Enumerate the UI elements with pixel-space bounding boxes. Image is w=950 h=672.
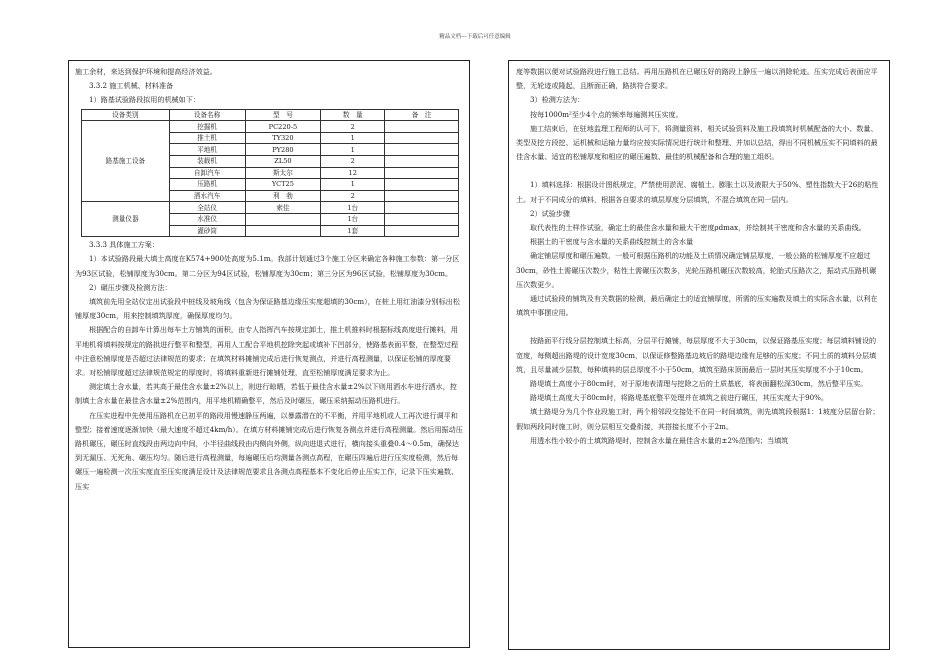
model-cell: TY320 [245, 132, 321, 144]
quantity-cell: 1 [321, 132, 385, 144]
paragraph: 取代表性的土样作试验，确定土的最佳含水量和最大干密度ρdmax，并绘制其干密度和含水量的关系曲线。 [530, 223, 866, 233]
paragraph: 用透水性小较小的土填筑路堤时，控制含水量在最佳含水量的±2%范围内；当填筑 [530, 435, 789, 445]
equipment-name-cell: 洒水汽车 [169, 190, 245, 202]
note-cell [385, 190, 459, 202]
paragraph: 1）填料选择：根据设计图纸规定，严禁使用淤泥、腐植土、膨胀土以及液限大于50%、塑性指数大于26的粘性土。对于不同成分的填料，根据各自要求的填层厚度分层填筑，不混合填筑在同一层内。 [516, 180, 879, 204]
table-header-row [82, 109, 459, 121]
intro-line: 施工余材，来达到保护环境和提高经济效益。 [75, 67, 217, 76]
machinery-list-intro: 1）路基试验路段拟用的机械如下： [89, 95, 200, 105]
paragraph: 度等数据以便对试验路段进行施工总结。再用压路机在已碾压好的路段上静压一遍以消除轮迹。压实完成后表面应平整，无轮迹或隆起，且断面正确，路拱符合要求。 [516, 67, 878, 91]
paragraph-subheading: 2）碾压步骤及检测方法： [89, 282, 172, 292]
paragraph: 施工结束后，在驻地监理工程师的认可下，将测量资料，相关试验资料及施工段填筑时机械配备的大小、数量、类型及挖方段挖、运机械和运输力量均应按实际情况进行统计和整理、并加以总结，得出不同机械压实不同填料的最佳含水量、适宜的松铺厚度和相应的碾压遍数、最佳的机械配备和合理的施工组织。 [516, 123, 878, 162]
paragraph: 在压实进程中先使用压路机在已初平的路段用慢速静压两遍，以暴露潜在的不平衡，并用平地机或人工再次进行调平和整型；接着速度逐渐加快（最大速度不超过4km/h）。在填方材料摊铺完成后进行恢复各测点并进行高程测量。然后用振动压路机碾压，碾压时直线段由两边向中间，小半径曲线段由内侧向外侧，纵向进退式进行，横向接头重叠0.4～0.5m，确保达到无漏压、无死角、碾压均匀。随后进行高程测量，每遍碾压后均测量各测点高程，在碾压四遍后进行压实度检测，然后每碾压一遍检测一次压实度直至压实度满足设计及法律规范要求且各测点高程基本不变化后停止压实工作，记录下压实遍数、压实 [75, 410, 463, 491]
paragraph: 确定铺层厚度和碾压遍数，一般可根据压路机的功能及土质情况确定铺层厚度，一般公路的松铺厚度不应超过30cm，砂性土需碾压次数少，粘性土需碾压次数多，光轮压路机碾压次数较高，轮胎式压路次之，振动式压路机碾压次数更少。 [516, 251, 877, 289]
model-cell [245, 225, 321, 237]
quantity-cell: 2 [321, 190, 385, 202]
table-header-cell: 数 量 [321, 109, 385, 121]
note-cell [385, 121, 459, 133]
model-cell: 索佳 [245, 202, 321, 214]
model-cell: PC220-5 [245, 121, 321, 133]
paragraph: 按路面平行线分层控制填土标高，分层平行摊铺，每层厚度不大于30cm，以保证路基压实度；每层填料铺设的宽度，每侧超出路堤的设计宽度30cm，以保证修整路基边坡后的路堤边缘有足够的压实度；不同土质的填料分层填筑，且尽量减少层数，每种填料的层总厚度不小于50cm，填筑至路床顶面最后一层时其压实厚度不小于10cm。 [516, 336, 877, 374]
quantity-cell: 12 [321, 167, 385, 179]
quantity-cell: 1台 [321, 213, 385, 225]
note-cell [385, 213, 459, 225]
paragraph: 通过试验段的铺筑及有关数据的检测，最后确定土的适宜铺厚度，所需的压实遍数及填土的实际含水量，以利在填筑中事摆应用。 [516, 294, 878, 318]
paragraph: 填土路堤分为几个作业段施工时，两个相邻段交接处不在同一时间填筑，则先填筑段根据1：1坡度分层留台阶；假如两段同时施工时，则分层相互交叠衔接，其搭接长度不小于2m。 [516, 407, 880, 431]
table-header-cell: 设备类别 [82, 109, 170, 121]
equipment-name-cell: 自卸汽车 [169, 167, 245, 179]
paragraph: 路堤填土高度大于80cm时，将路堤基底整平处理并在填筑之前进行碾压，其压实度大于90%。 [530, 393, 828, 403]
paragraph: 测定填土含水量，若其高于最佳含水量±2%以上，则进行晾晒，若低于最佳含水量±2%以下则用洒水车进行洒水，控制填土含水量在最佳含水量±2%范围内，用平地机精确整平，然后及时碾压，碾压采纳振动压路机进行。 [75, 382, 457, 406]
model-cell: PY280 [245, 144, 321, 156]
quantity-cell: 1台 [321, 202, 385, 214]
section-3-3-3-heading: 3.3.3 具体施工方案： [89, 240, 159, 250]
machinery-table [81, 109, 459, 238]
note-cell [385, 202, 459, 214]
quantity-cell: 1 [321, 144, 385, 156]
equipment-name-cell: 平地机 [169, 144, 245, 156]
paragraph: 根据土的干密度与含水量的关系曲线控制土的含水量 [530, 237, 694, 247]
model-cell: ZL50 [245, 155, 321, 167]
note-cell [385, 179, 459, 191]
table-row [82, 121, 459, 133]
paragraph-subheading: 2）试验步骤 [530, 208, 570, 218]
equipment-name-cell: 全站仪 [169, 202, 245, 214]
paragraph: 填筑前先用全站仪定出试验段中桩线及坡角线（包含为保证路基边缘压实度超填的30cm），在桩上用红油漆分别标出松铺厚度30cm，用来控制填筑厚度，确保厚度均匀。 [75, 296, 460, 321]
equipment-name-cell: 压路机 [169, 179, 245, 191]
right-column [508, 60, 890, 650]
model-cell: YCT25 [245, 179, 321, 191]
section-3-3-2-heading: 3.3.2 施工机械、材料准备 [89, 81, 174, 91]
spacer [516, 320, 883, 334]
spacer [516, 164, 883, 178]
table-header-cell: 备 注 [385, 109, 459, 121]
quantity-cell: 1套 [321, 225, 385, 237]
quantity-cell: 2 [321, 155, 385, 167]
page-header: 精品文档---下载后可任意编辑 [439, 34, 511, 40]
paragraph: 按每1000m²至少4个点的频率每遍测其压实度。 [530, 109, 683, 119]
model-cell [245, 213, 321, 225]
equipment-name-cell: 灌砂筒 [169, 225, 245, 237]
equipment-name-cell: 水准仪 [169, 213, 245, 225]
equipment-name-cell: 挖掘机 [169, 121, 245, 133]
quantity-cell: 1 [321, 179, 385, 191]
note-cell [385, 167, 459, 179]
model-cell: 斯太尔 [245, 167, 321, 179]
table-header-cell: 型 号 [245, 109, 321, 121]
paragraph: 根据配合的自卸车计算出每车土方铺筑的面积，由专人指挥汽车按规定卸土，推土机推料时根据标线高度进行摊料，用平地机将填料按规定的路拱进行整平和整型，再用人工配合平地机挖除突起或填补下凹部分，使路基表面平整，在整型过程中注意松铺厚度是否超过法律规范的要求；在填筑材料摊铺完成后进行恢复测点，并进行高程测量，以保证松铺的厚度要求。对松铺厚度超过法律规范规定的厚度时，将填料重新进行摊铺处理，直至松铺厚度满足要求为止。 [75, 325, 459, 377]
left-column [68, 60, 470, 648]
equipment-category-cell: 路基施工设备 [82, 121, 170, 202]
equipment-name-cell: 装载机 [169, 155, 245, 167]
model-cell: 利 勃 [245, 190, 321, 202]
note-cell [385, 225, 459, 237]
paragraph: 路堤填土高度小于80cm时，对于原地表清理与挖除之后的土质基底，将表面翻松深30cm，然后整平压实。 [530, 379, 868, 389]
paragraph-subheading: 3）检测方法为： [530, 95, 585, 105]
note-cell [385, 144, 459, 156]
paragraph: 1）本试验路段最大填土高度在K574+900处高度为5.1m。我部计划通过3个施工分区来确定各种施工参数：第一分区为93区试验，松铺厚度为30cm。第二分区为94区试验，松铺厚度为30cm；第三分区为96区试验，松铺厚度为30cm。 [75, 254, 460, 278]
note-cell [385, 155, 459, 167]
equipment-category-cell: 测量仪器 [82, 202, 170, 237]
quantity-cell: 2 [321, 121, 385, 133]
table-row [82, 202, 459, 214]
table-header-cell: 设备名称 [169, 109, 245, 121]
note-cell [385, 132, 459, 144]
equipment-name-cell: 推土机 [169, 132, 245, 144]
